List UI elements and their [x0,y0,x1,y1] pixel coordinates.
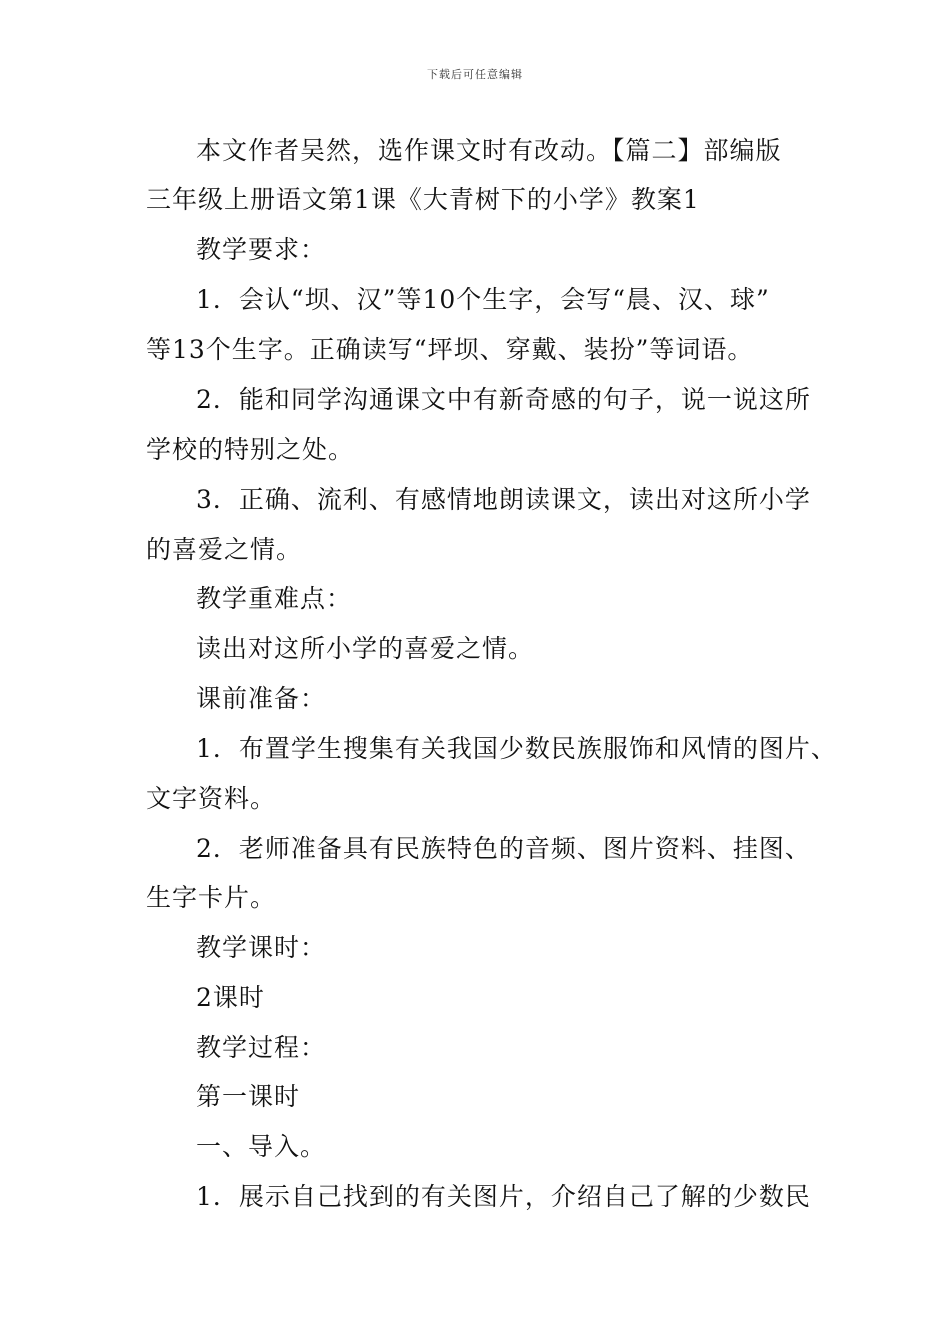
text-line: 3．正确、流利、有感情地朗读课文，读出对这所小学 [196,485,811,514]
text-line: 等13个生字。正确读写“坪坝、穿戴、装扮”等词语。 [146,335,754,364]
section-heading: 课前准备： [196,684,327,713]
page-header: 下载后可任意编辑 [427,68,523,81]
text-line: 学校的特别之处。 [146,435,355,464]
text-line: 第一课时 [196,1082,301,1111]
section-heading: 教学课时： [196,933,327,962]
text-line: 2课时 [196,983,265,1012]
text-line: 三年级上册语文第1课《大青树下的小学》教案1 [146,185,700,214]
text-line: 2．能和同学沟通课文中有新奇感的句子，说一说这所 [196,385,811,414]
text-line: 1．会认“坝、汉”等10个生字，会写“晨、汉、球” [196,285,770,314]
text-line: 读出对这所小学的喜爱之情。 [196,634,535,663]
text-line: 1．展示自己找到的有关图片，介绍自己了解的少数民 [196,1182,811,1211]
text-line: 1．布置学生搜集有关我国少数民族服饰和风情的图片、 [196,734,837,763]
section-heading: 教学重难点： [196,584,353,613]
text-line: 一、导入。 [196,1132,327,1161]
text-line: 生字卡片。 [146,883,277,912]
text-line: 文字资料。 [146,784,277,813]
section-heading: 教学要求： [196,235,327,264]
text-line: 本文作者吴然，选作课文时有改动。【篇二】部编版 [196,136,782,165]
text-line: 2．老师准备具有民族特色的音频、图片资料、挂图、 [196,834,811,863]
text-line: 的喜爱之情。 [146,535,303,564]
section-heading: 教学过程： [196,1033,327,1062]
